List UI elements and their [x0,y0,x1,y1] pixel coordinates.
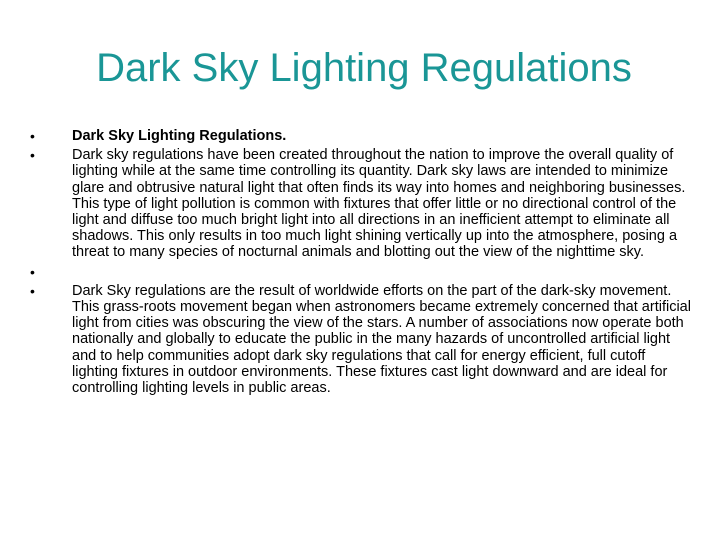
slide-title: Dark Sky Lighting Regulations [96,46,632,90]
bullet-text: Dark sky regulations have been created throughout the nation to improve the overall quality of lighting while at the same time controlling its quantity. Dark sky laws are intended to minimize glare and obtrusive natural light that often finds its way into homes and neighboring businesses. This type of light pollution is common with fixtures that offer little or no directional control of the light and diffuse too much bright light into all directions in an inefficient attempt to eliminate all shadows. This only results in too much light shining vertically up into the atmosphere, posing a threat to many species of nocturnal animals and blotting out the view of the nighttime sky. [72,147,686,261]
bullet-item-heading [30,128,694,144]
bullet-list [30,128,694,399]
bullet-dot-icon: • [30,128,35,144]
bullet-dot-icon: • [30,147,35,164]
bullet-text: Dark Sky Lighting Regulations. [72,128,287,144]
bullet-dot-icon: • [30,282,35,299]
bullet-item-empty [30,264,694,280]
bullet-text: Dark Sky regulations are the result of worldwide efforts on the part of the dark-sky movement. This grass-roots movement began when astronomers became extremely concerned that artificial light from cities was obscuring the view of the stars. A number of associations now operate both nationally and globally to educate the public in the many hazards of uncontrolled artificial light and to help communities adopt dark sky regulations that call for energy efficient, full cutoff lighting fixtures in outdoor environments. These fixtures cast light downward and are ideal for controlling lighting levels in public areas. [72,282,691,397]
bullet-item-regulations-purpose [30,147,694,260]
bullet-item-dark-sky-movement [30,283,694,396]
bullet-dot-icon: • [30,263,35,280]
